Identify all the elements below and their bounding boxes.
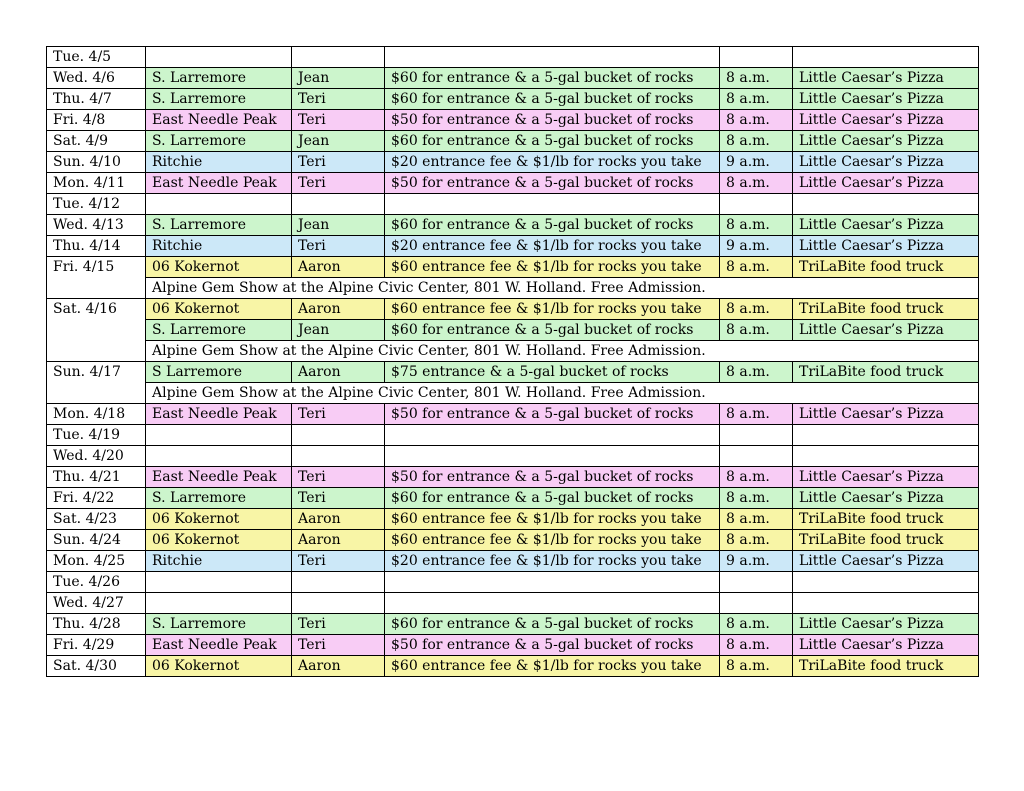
time-cell: 8 a.m. xyxy=(720,89,793,110)
guide-cell: Teri xyxy=(292,488,385,509)
event-note-cell: Alpine Gem Show at the Alpine Civic Center, 801 W. Holland. Free Admission. xyxy=(146,341,979,362)
time-cell: 8 a.m. xyxy=(720,320,793,341)
date-cell: Sat. 4/30 xyxy=(47,656,146,677)
date-cell: Thu. 4/21 xyxy=(47,467,146,488)
empty-cell xyxy=(720,446,793,467)
date-cell: Tue. 4/12 xyxy=(47,194,146,215)
empty-cell xyxy=(793,194,979,215)
date-cell: Tue. 4/5 xyxy=(47,47,146,68)
date-cell: Thu. 4/28 xyxy=(47,614,146,635)
time-cell: 8 a.m. xyxy=(720,488,793,509)
table-row xyxy=(47,404,979,425)
empty-cell xyxy=(793,446,979,467)
date-cell: Wed. 4/27 xyxy=(47,593,146,614)
empty-cell xyxy=(720,593,793,614)
date-cell: Sat. 4/16 xyxy=(47,299,146,362)
schedule-table xyxy=(46,46,979,677)
food-cell: Little Caesar’s Pizza xyxy=(793,110,979,131)
date-cell: Mon. 4/25 xyxy=(47,551,146,572)
price-cell: $60 entrance fee & $1/lb for rocks you take xyxy=(385,509,720,530)
food-cell: Little Caesar’s Pizza xyxy=(793,551,979,572)
price-cell: $60 for entrance & a 5-gal bucket of rocks xyxy=(385,131,720,152)
site-cell: S. Larremore xyxy=(146,320,292,341)
time-cell: 8 a.m. xyxy=(720,173,793,194)
empty-cell xyxy=(793,47,979,68)
food-cell: Little Caesar’s Pizza xyxy=(793,173,979,194)
table-row xyxy=(47,341,979,362)
food-cell: Little Caesar’s Pizza xyxy=(793,467,979,488)
date-cell: Tue. 4/26 xyxy=(47,572,146,593)
guide-cell: Aaron xyxy=(292,362,385,383)
price-cell: $20 entrance fee & $1/lb for rocks you take xyxy=(385,152,720,173)
empty-cell xyxy=(385,572,720,593)
empty-cell xyxy=(146,446,292,467)
date-cell: Mon. 4/11 xyxy=(47,173,146,194)
empty-cell xyxy=(720,425,793,446)
site-cell: East Needle Peak xyxy=(146,404,292,425)
site-cell: S Larremore xyxy=(146,362,292,383)
price-cell: $50 for entrance & a 5-gal bucket of rocks xyxy=(385,404,720,425)
food-cell: Little Caesar’s Pizza xyxy=(793,320,979,341)
time-cell: 8 a.m. xyxy=(720,614,793,635)
empty-cell xyxy=(146,593,292,614)
date-cell: Thu. 4/14 xyxy=(47,236,146,257)
guide-cell: Jean xyxy=(292,68,385,89)
date-cell: Sun. 4/17 xyxy=(47,362,146,404)
site-cell: S. Larremore xyxy=(146,68,292,89)
date-cell: Mon. 4/18 xyxy=(47,404,146,425)
time-cell: 8 a.m. xyxy=(720,299,793,320)
guide-cell: Teri xyxy=(292,173,385,194)
empty-cell xyxy=(146,194,292,215)
date-cell: Wed. 4/6 xyxy=(47,68,146,89)
table-row xyxy=(47,530,979,551)
food-cell: Little Caesar’s Pizza xyxy=(793,404,979,425)
table-row xyxy=(47,110,979,131)
site-cell: S. Larremore xyxy=(146,89,292,110)
guide-cell: Teri xyxy=(292,236,385,257)
table-row xyxy=(47,551,979,572)
date-cell: Fri. 4/8 xyxy=(47,110,146,131)
guide-cell: Aaron xyxy=(292,530,385,551)
site-cell: East Needle Peak xyxy=(146,635,292,656)
time-cell: 9 a.m. xyxy=(720,152,793,173)
table-row xyxy=(47,467,979,488)
price-cell: $60 for entrance & a 5-gal bucket of rocks xyxy=(385,215,720,236)
empty-cell xyxy=(720,47,793,68)
empty-cell xyxy=(292,593,385,614)
empty-cell xyxy=(720,194,793,215)
date-cell: Fri. 4/22 xyxy=(47,488,146,509)
site-cell: S. Larremore xyxy=(146,131,292,152)
table-row xyxy=(47,173,979,194)
price-cell: $60 for entrance & a 5-gal bucket of rocks xyxy=(385,320,720,341)
food-cell: TriLaBite food truck xyxy=(793,299,979,320)
date-cell: Wed. 4/20 xyxy=(47,446,146,467)
price-cell: $20 entrance fee & $1/lb for rocks you take xyxy=(385,236,720,257)
food-cell: Little Caesar’s Pizza xyxy=(793,89,979,110)
price-cell: $60 for entrance & a 5-gal bucket of rocks xyxy=(385,89,720,110)
site-cell: Ritchie xyxy=(146,551,292,572)
guide-cell: Teri xyxy=(292,467,385,488)
date-cell: Thu. 4/7 xyxy=(47,89,146,110)
guide-cell: Jean xyxy=(292,320,385,341)
price-cell: $50 for entrance & a 5-gal bucket of rocks xyxy=(385,173,720,194)
guide-cell: Teri xyxy=(292,551,385,572)
date-cell: Wed. 4/13 xyxy=(47,215,146,236)
table-row xyxy=(47,152,979,173)
table-row xyxy=(47,299,979,320)
price-cell: $50 for entrance & a 5-gal bucket of rocks xyxy=(385,110,720,131)
site-cell: Ritchie xyxy=(146,152,292,173)
time-cell: 8 a.m. xyxy=(720,635,793,656)
time-cell: 8 a.m. xyxy=(720,362,793,383)
table-row xyxy=(47,131,979,152)
price-cell: $60 entrance fee & $1/lb for rocks you take xyxy=(385,530,720,551)
food-cell: TriLaBite food truck xyxy=(793,530,979,551)
time-cell: 8 a.m. xyxy=(720,215,793,236)
table-row xyxy=(47,194,979,215)
time-cell: 8 a.m. xyxy=(720,467,793,488)
empty-cell xyxy=(146,47,292,68)
date-cell: Fri. 4/15 xyxy=(47,257,146,299)
time-cell: 8 a.m. xyxy=(720,68,793,89)
time-cell: 8 a.m. xyxy=(720,656,793,677)
guide-cell: Aaron xyxy=(292,509,385,530)
price-cell: $60 for entrance & a 5-gal bucket of rocks xyxy=(385,488,720,509)
empty-cell xyxy=(292,425,385,446)
date-cell: Tue. 4/19 xyxy=(47,425,146,446)
empty-cell xyxy=(793,593,979,614)
site-cell: S. Larremore xyxy=(146,215,292,236)
price-cell: $60 entrance fee & $1/lb for rocks you take xyxy=(385,299,720,320)
food-cell: Little Caesar’s Pizza xyxy=(793,131,979,152)
empty-cell xyxy=(793,572,979,593)
table-row xyxy=(47,572,979,593)
guide-cell: Teri xyxy=(292,110,385,131)
price-cell: $60 for entrance & a 5-gal bucket of rocks xyxy=(385,614,720,635)
price-cell: $60 entrance fee & $1/lb for rocks you take xyxy=(385,257,720,278)
site-cell: S. Larremore xyxy=(146,488,292,509)
guide-cell: Aaron xyxy=(292,656,385,677)
food-cell: TriLaBite food truck xyxy=(793,257,979,278)
empty-cell xyxy=(292,47,385,68)
food-cell: TriLaBite food truck xyxy=(793,362,979,383)
guide-cell: Aaron xyxy=(292,299,385,320)
guide-cell: Aaron xyxy=(292,257,385,278)
table-row xyxy=(47,320,979,341)
table-row xyxy=(47,278,979,299)
empty-cell xyxy=(292,572,385,593)
price-cell: $60 for entrance & a 5-gal bucket of rocks xyxy=(385,68,720,89)
site-cell: 06 Kokernot xyxy=(146,656,292,677)
price-cell: $75 entrance & a 5-gal bucket of rocks xyxy=(385,362,720,383)
event-note-cell: Alpine Gem Show at the Alpine Civic Center, 801 W. Holland. Free Admission. xyxy=(146,383,979,404)
empty-cell xyxy=(146,425,292,446)
empty-cell xyxy=(385,425,720,446)
table-row xyxy=(47,614,979,635)
date-cell: Sun. 4/10 xyxy=(47,152,146,173)
food-cell: Little Caesar’s Pizza xyxy=(793,614,979,635)
time-cell: 9 a.m. xyxy=(720,551,793,572)
empty-cell xyxy=(385,446,720,467)
guide-cell: Teri xyxy=(292,614,385,635)
site-cell: 06 Kokernot xyxy=(146,509,292,530)
site-cell: East Needle Peak xyxy=(146,467,292,488)
food-cell: Little Caesar’s Pizza xyxy=(793,635,979,656)
guide-cell: Teri xyxy=(292,635,385,656)
site-cell: East Needle Peak xyxy=(146,173,292,194)
site-cell: Ritchie xyxy=(146,236,292,257)
empty-cell xyxy=(385,194,720,215)
date-cell: Sat. 4/9 xyxy=(47,131,146,152)
price-cell: $50 for entrance & a 5-gal bucket of rocks xyxy=(385,467,720,488)
guide-cell: Teri xyxy=(292,89,385,110)
table-row xyxy=(47,362,979,383)
empty-cell xyxy=(720,572,793,593)
guide-cell: Jean xyxy=(292,131,385,152)
empty-cell xyxy=(146,572,292,593)
food-cell: Little Caesar’s Pizza xyxy=(793,152,979,173)
event-note-cell: Alpine Gem Show at the Alpine Civic Center, 801 W. Holland. Free Admission. xyxy=(146,278,979,299)
time-cell: 9 a.m. xyxy=(720,236,793,257)
date-cell: Sat. 4/23 xyxy=(47,509,146,530)
table-row xyxy=(47,488,979,509)
table-row xyxy=(47,47,979,68)
table-row xyxy=(47,509,979,530)
price-cell: $50 for entrance & a 5-gal bucket of rocks xyxy=(385,635,720,656)
guide-cell: Teri xyxy=(292,404,385,425)
site-cell: 06 Kokernot xyxy=(146,257,292,278)
date-cell: Fri. 4/29 xyxy=(47,635,146,656)
table-row xyxy=(47,257,979,278)
schedule-body xyxy=(47,47,979,677)
food-cell: Little Caesar’s Pizza xyxy=(793,68,979,89)
guide-cell: Teri xyxy=(292,152,385,173)
table-row xyxy=(47,68,979,89)
price-cell: $20 entrance fee & $1/lb for rocks you take xyxy=(385,551,720,572)
food-cell: Little Caesar’s Pizza xyxy=(793,488,979,509)
table-row xyxy=(47,383,979,404)
time-cell: 8 a.m. xyxy=(720,110,793,131)
food-cell: Little Caesar’s Pizza xyxy=(793,215,979,236)
site-cell: East Needle Peak xyxy=(146,110,292,131)
empty-cell xyxy=(292,446,385,467)
time-cell: 8 a.m. xyxy=(720,404,793,425)
date-cell: Sun. 4/24 xyxy=(47,530,146,551)
time-cell: 8 a.m. xyxy=(720,257,793,278)
time-cell: 8 a.m. xyxy=(720,131,793,152)
table-row xyxy=(47,89,979,110)
table-row xyxy=(47,215,979,236)
table-row xyxy=(47,425,979,446)
food-cell: TriLaBite food truck xyxy=(793,656,979,677)
food-cell: TriLaBite food truck xyxy=(793,509,979,530)
empty-cell xyxy=(793,425,979,446)
empty-cell xyxy=(385,593,720,614)
empty-cell xyxy=(292,194,385,215)
time-cell: 8 a.m. xyxy=(720,509,793,530)
site-cell: 06 Kokernot xyxy=(146,530,292,551)
table-row xyxy=(47,593,979,614)
table-row xyxy=(47,236,979,257)
site-cell: 06 Kokernot xyxy=(146,299,292,320)
guide-cell: Jean xyxy=(292,215,385,236)
table-row xyxy=(47,635,979,656)
table-row xyxy=(47,656,979,677)
food-cell: Little Caesar’s Pizza xyxy=(793,236,979,257)
empty-cell xyxy=(385,47,720,68)
price-cell: $60 entrance fee & $1/lb for rocks you take xyxy=(385,656,720,677)
site-cell: S. Larremore xyxy=(146,614,292,635)
time-cell: 8 a.m. xyxy=(720,530,793,551)
table-row xyxy=(47,446,979,467)
